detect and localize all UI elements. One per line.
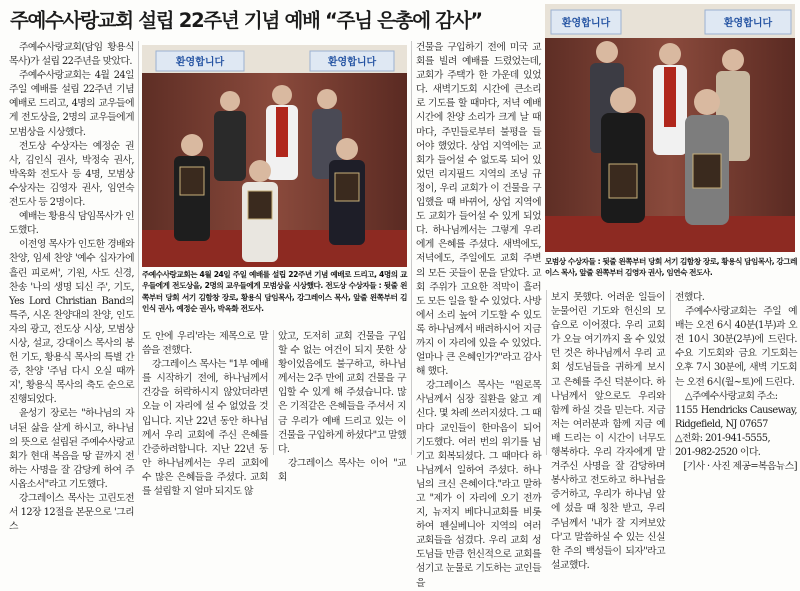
address-line: 1155 Hendricks Causeway, Ridgefield, NJ 07657	[675, 404, 797, 430]
paragraph: 주예수사랑교회는 주일 예배는 오전 6시 40분(1부)과 오전 10시 30분(2부)에 드린다. 수요 기도회와 금요 기도회는 오후 7시 30분에, 새벽 기도회는 오전 6시(월~토)에 드린다.	[675, 306, 797, 388]
paragraph: 주예수사랑교회는 4월 24일 주일 예배를 설립 22주년 기념 예배로 드리고, 4명의 교우들에게 전도상을, 2명의 교우들에게 모범상을 시상했다.	[9, 70, 134, 138]
article-column-4	[416, 41, 541, 589]
photo-image	[142, 45, 407, 267]
article-column-6	[675, 291, 797, 473]
photo-image	[545, 4, 795, 252]
banner-text: 환영합니다	[723, 18, 773, 29]
paragraph: 이전영 목사가 인도한 경배와 찬양, 임세 찬양 '예수 십자가에 흘린 피로써', 기원, 사도 신경, 찬송 '나의 생명 되신 주', 기도, Yes Lord Christian Band의 특주, 시온 찬양대의 찬양, 인도자의 광고, 전도상 시상, 모범상 시상, 설교, 강대이스 목사의 봉헌 기도, 황용식 목사의 특별 간증, 찬양 '주님 다시 오실 때까지', 황용식 목사의 축도 순으로 진행되었다.	[9, 239, 134, 406]
paragraph: 도 안에 우리'라는 제목으로 말씀을 전했다.	[142, 331, 268, 357]
banner-text: 환영합니다	[327, 57, 377, 68]
paragraph: 강그레이스 목사는 이어 "교회	[278, 457, 406, 483]
paragraph: 았고, 도저히 교회 건물을 구입할 수 없는 여건이 되지 못한 상황이었음에도 불구하고, 하나님께서는 2주 만에 교회 건물을 구입할 수 있게 해 주셨습니다. 많은 기적같은 은혜들을 주셔서 지금 우리가 예배 드리고 있는 이 건물을 구입하게 하셨다"고 말했다.	[278, 331, 406, 455]
address-line: △주예수사랑교회 주소:	[685, 390, 778, 402]
banner-text: 환영합니다	[175, 57, 225, 68]
photo-caption-left: 주예수사랑교회는 4월 24일 주일 예배를 설립 22주년 기념 예배로 드리고, 4명의 교우들에게 전도상을, 2명의 교우들에게 모범상을 시상했다. 전도상 수상자들 : 뒷줄 왼쪽부터 당회 서기 김함창 장로, 황용식 담임목사, 강그레이스 목사, 앞줄 왼쪽부터 김인식 권사, 예정순 권사, 박옥화 전도사.	[142, 270, 407, 314]
banner-text: 환영합니다	[561, 18, 611, 29]
award-photo-model	[545, 4, 795, 252]
article-column-2	[142, 330, 268, 498]
address-line: △전화: 201-941-5555,	[675, 432, 771, 444]
address-line: 201-982-2520 이다.	[675, 447, 761, 459]
paragraph: 건물을 구입하기 전에 미국 교회를 빌려 예배를 드렸었는데, 교회가 주택가 한 가운데 있었다. 새벽기도회 시간에 큰소리로 기도를 할 때마다, 저녁 예배 시간에 찬양 소리가 크게 날 때마다, 주민들로부터 불평을 들어야 했었다. 상업 지역에는 교회가 들어설 수 없도록 되어 있었던 리지필드 지역의 조닝 규정이, 우리 교회가 이 건물을 구입했을 때 바뀌어, 상업 지역에도 교회가 들어설 수 있게 되었다. 하나님께서는 그렇게 우리에게 은혜를 주셨다. 새벽에도, 저녁에도, 주일에도 교회 주변의 모든 곳들이 문을 닫았다. 교회 주위가 고요한 적막이 흘러도 모든 일을 할 수 있었다. 사방에서 소리 높여 기도할 수 있도록 하나님께서 배려하시어 지금까지 이 자리에 있을 수 있었다. 얼마나 큰 은혜인가?"라고 감사해 했다.	[416, 42, 541, 378]
paragraph: 전도상 수상자는 예정순 권사, 김인식 권사, 박정숙 권사, 박옥화 전도사 등 4명, 모범상 수상자는 김영자 권사, 임연숙 전도사 등 2명이다.	[9, 140, 134, 209]
article-headline: 주예수사랑교회 설립 22주년 기념 예배 “주님 은총에 감사”	[10, 9, 482, 32]
article-column-5	[551, 291, 665, 571]
church-address	[675, 390, 797, 460]
paragraph: 예배는 황용식 담임목사가 인도했다.	[9, 211, 134, 237]
article-column-3	[278, 330, 406, 483]
paragraph: 강그레이스 목사는 고린도전서 12장 12절을 본문으로 '그리스	[9, 493, 134, 533]
paragraph: 윤성기 장로는 "하나님의 자녀된 삶을 살게 하시고, 하나님의 뜻으로 설립된 주예수사랑교회가 현대 복음을 땅 끝까지 전하는 사명을 잘 감당케 하여 주시옵소서"라고 기도했다.	[9, 408, 134, 490]
article-column-1	[9, 41, 134, 533]
article-credit: [기사 · 사진 제공=복음뉴스]	[683, 461, 797, 473]
paragraph: 주예수사랑교회(담임 황용식 목사)가 설립 22주년을 맞았다.	[9, 42, 134, 68]
award-photo-evangelism	[142, 45, 407, 267]
photo-caption-right: 모범상 수상자들 : 뒷줄 왼쪽부터 당회 서기 김함창 장로, 황용식 담임목사, 강그레이스 목사, 앞줄 왼쪽부터 김영자 권사, 임연숙 전도사.	[545, 257, 797, 278]
paragraph: 보지 못했다. 어려운 일들이 눈물어린 기도와 헌신의 모습으로 이어졌다. 우리 교회가 오늘 여기까지 올 수 있었던 것은 하나님께서 우리 교회 성도님들을 귀하게 보시고 은혜를 주신 덕분이다. 하나님께서 앞으로도 우리와 함께 하실 것을 믿는다. 지금 저는 여러분과 함께 지금 예배 드리는 이 시간이 너무도 행복하다. 우리 각자에게 맡겨주신 사명을 잘 감당하며 봉사하고 전도하고 하나님을 증거하고, 우리가 하나님 앞에 섰을 때 칭찬 받고, 우리 주님께서 '내가 잘 지켜보았다'고 말씀하실 수 있는 신실한 주의 백성들이 되자"라고 설교했다.	[551, 292, 665, 571]
paragraph: 전했다.	[675, 292, 705, 303]
paragraph: 강그레이스 목사는 "원로목사님께서 심장 질환을 앓고 계신다. 몇 차례 쓰러지셨다. 그 때마다 교인들이 한마음이 되어 기도했다. 여러 번의 위기를 넘기고 회복되셨다. 그 때마다 하나님께서 일하여 주셨다. 하나님의 크신 은혜이다."라고 말하고 "제가 이 자리에 오기 전까지, 뉴저지 베다니교회를 비롯하여 펜실베니아 지역의 여러 교회들을 섬겼다. 우리 교회 성도님들 만큼 헌신적으로 교회를 섬기고 눈물로 기도하는 교인들을	[416, 380, 541, 589]
paragraph: 강그레이스 목사는 "1부 예배를 시작하기 전에, 하나님께서 건강을 허락하시지 않았더라면 오늘 이 자리에 설 수 없었을 것입니다. 지난 22년 동안 하나님께서 우리 교회에 주신 은혜를 간증하려합니다. 지난 22년 동안 하나님께서는 우리 교회에 수 많은 은혜들을 주셨다. 교회를 설립할 지 얼마 되지도 않	[142, 359, 268, 498]
